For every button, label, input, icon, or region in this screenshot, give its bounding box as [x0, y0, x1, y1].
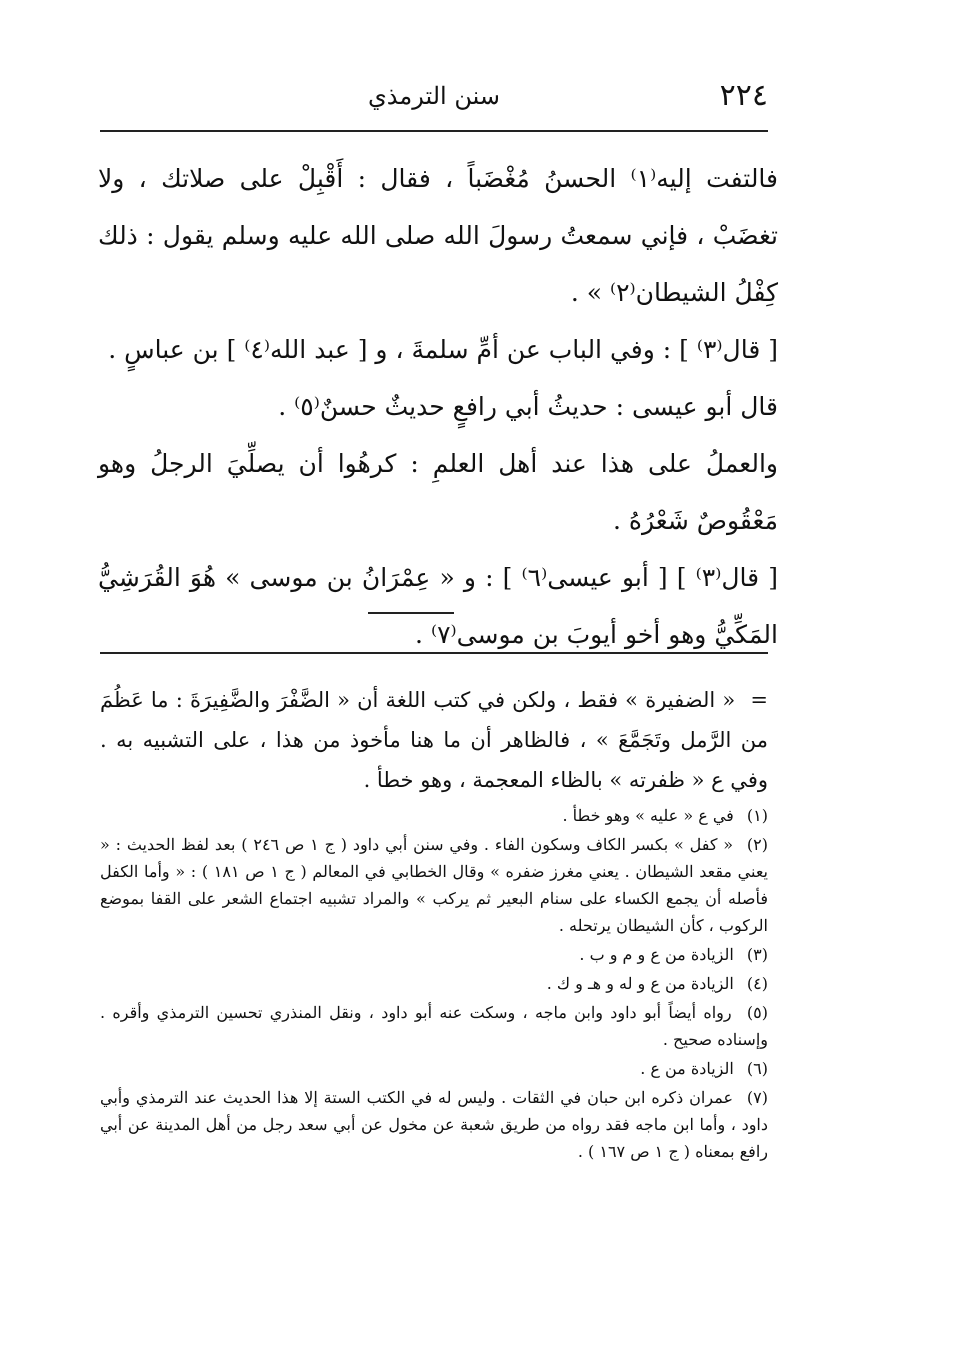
footnote-continuation [100, 680, 768, 800]
page-number: ٢٢٤ [719, 78, 768, 113]
footnotes-rule [100, 652, 768, 654]
footnote [100, 1084, 768, 1165]
footnote [100, 941, 768, 968]
footnote-number: (٦) [746, 1059, 768, 1078]
main-paragraph: فالتفت إليه⁽١⁾ الحسنُ مُغْضَباً ، فقال : أَقْبِلْ على صلاتك ، ولا تغضَبْ ، فإني سمعتُ رسولَ الله صلى الله عليه وسلم يقول : ذلك كِفْلُ الشيطان⁽٢⁾ » . [98, 164, 779, 307]
footnotes [100, 680, 768, 1167]
footnote-text: الزيادة من ع و م و ب . [579, 945, 734, 964]
main-paragraph: قال أبو عيسى : حديثُ أبي رافعٍ حديثٌ حسنٌ⁽٥⁾ . [278, 392, 778, 421]
footnote-number: (٣) [746, 945, 768, 964]
section-divider [368, 612, 454, 614]
footnote-number: (٧) [746, 1088, 768, 1107]
footnote [100, 970, 768, 997]
main-paragraph: [ قال⁽٣⁾ ] [ أبو عيسى⁽٦⁾ ] : و « عِمْرَانُ بن موسى » هُوَ القُرَشِيُّ المَكِّيُّ وهو أخو أيوبَ بن موسى⁽٧⁾ . [98, 563, 778, 649]
footnote-number: (٢) [746, 835, 769, 854]
footnote-text: في ع « عليه » وهو خطأ . [562, 806, 734, 825]
footnote-number: (١) [746, 806, 768, 825]
main-paragraph: والعملُ على هذا عند أهل العلمِ : كرهُوا أن يصلِّيَ الرجلُ وهو مَعْقُوصٌ شَعْرُهُ . [98, 449, 778, 535]
footnote [100, 1055, 768, 1082]
footnote [100, 831, 768, 939]
footnote-number: = [750, 688, 769, 712]
footnote [100, 802, 768, 829]
main-paragraph: [ قال⁽٣⁾ ] : وفي الباب عن أمِّ سلمةَ ، و [ عبد الله⁽٤⁾ ] بن عباسٍ . [108, 335, 778, 364]
footnote-text: الزيادة من ع و له و هـ و ك . [546, 974, 734, 993]
running-title: سنن الترمذي [368, 82, 500, 110]
footnote-text: الزيادة من ع . [640, 1059, 734, 1078]
footnote-text: عمران ذكره ابن حبان في الثقات . وليس له في الكتب الستة إلا هذا الحديث عند الترمذي وأبي داود ، وأما ابن ماجه فقد رواه من طريق شعبة عن مخول عن أبي سعد رجل من أهل المدينة عن أبي رافع بمعناه ( ج ١ ص ١٦٧ ) . [100, 1088, 768, 1161]
footnote-text: « كفل » بكسر الكاف وسكون الفاء . وفي سنن أبي داود ( ج ١ ص ٢٤٦ ) بعد لفظ الحديث : « يعني مقعد الشيطان . يعني مغرز ضفره » وقال الخطابي في المعالم ( ج ١ ص ١٨١ ) : « وأما الكفل فأصله أن يجمع الكساء على سنام البعير ثم يركب » والمراد تشبيه اجتماع الشعر على القفا بموضع الركوب ، كأن الشيطان يرتحله . [100, 835, 768, 935]
footnote-number: (٤) [746, 974, 768, 993]
footnote-text: رواه أيضاً أبو داود وابن ماجه ، وسكت عنه أبو داود ، ونقل المنذري تحسين الترمذي وأقره . وإسناده صحيح . [100, 1003, 768, 1049]
page-header [100, 78, 768, 118]
footnote-number: (٥) [746, 1003, 768, 1022]
main-text [98, 150, 778, 663]
footnote-text: « الضفيرة » فقط ، ولكن في كتب اللغة أن « الضَّفْرَ والضَّفِيرَةَ : ما عَظُمَ من الرَّمل وتَجَمَّعَ » ، فالظاهر أن ما هنا مأخوذ من هذا ، على التشبيه به . وفي ع « ظفرته » بالظاء المعجمة ، وهو خطأ . [100, 688, 768, 792]
footnote [100, 999, 768, 1053]
header-rule [100, 130, 768, 132]
